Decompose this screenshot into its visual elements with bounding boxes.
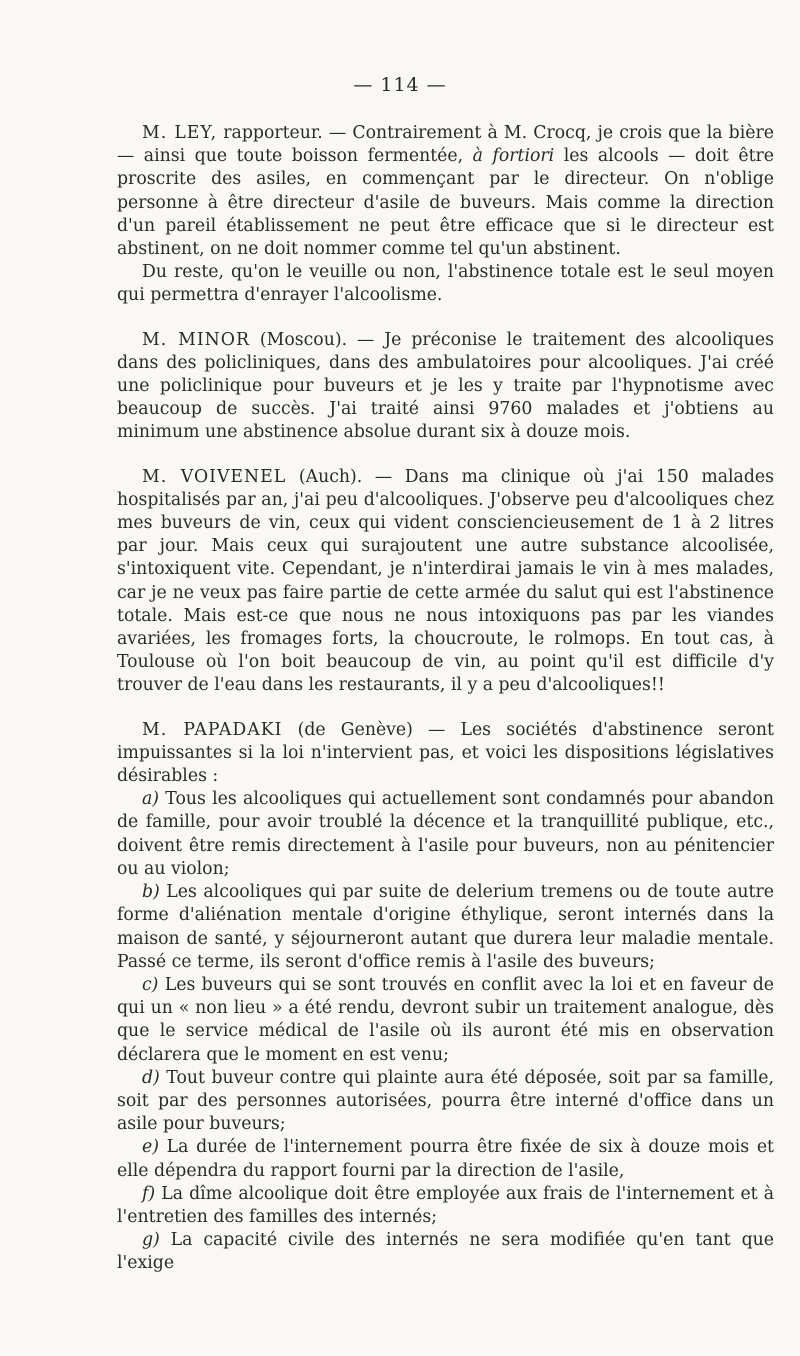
item-letter: d) (142, 1067, 160, 1088)
item-letter: g) (142, 1230, 160, 1251)
item-letter: c) (142, 974, 159, 995)
paragraph-text: (Auch). — Dans ma clinique où j'ai 150 malades hospitalisés par an, j'ai peu d'alcooliques. J'observe peu d'alcooliques chez mes buveurs de vin, ceux qui vident consciencieusement de 1 à 2 litres par jour. Mais ceux qui surajoutent une autre substance alcoolisée, s'intoxiquent vite. Cependant, je n'interdirai jamais le vin à mes malades, car je ne veux pas faire partie de cette armée du salut qui est l'abstinence totale. Mais est-ce que nous ne nous intoxiquons pas par les viandes avariées, les fromages forts, la choucroute, le rolmops. En tout cas, à Toulouse où l'on boit beaucoup de vin, au point qu'il est difficile d'y trouver de l'eau dans les restaurants, il y a peu d'alcooliques!! (117, 466, 775, 696)
emphasis-text: à fortiori (472, 146, 555, 167)
page-body (117, 122, 774, 1276)
speaker-name: M. VOIVENEL (142, 466, 287, 487)
paragraph-papadaki (117, 719, 774, 789)
item-text: Tous les alcooliques qui actuellement sont condamnés pour abandon de famille, pour avoir troublé la décence et la tranquillité publique, etc., doivent être remis directement à l'asile pour buveurs, non au pénitencier ou au violon; (117, 789, 774, 879)
speaker-name: M. MINOR (142, 329, 250, 350)
paragraph-ley-continued (117, 261, 774, 307)
list-item (117, 1183, 774, 1229)
list-item (117, 881, 774, 974)
paragraph-voivenel (117, 466, 774, 698)
paragraph-text: (Moscou). — Je préconise le traitement des alcooliques dans des policliniques, dans des ambulatoires pour alcooliques. J'ai créé une policlinique pour buveurs et je les y traite par l'hypnotisme avec beaucoup de succès. J'ai traité ainsi 9760 malades et j'obtiens au minimum une abstinence absolue durant six à douze mois. (117, 329, 774, 443)
paragraph-minor (117, 329, 774, 445)
speaker-name: M. LEY, (142, 123, 218, 143)
item-text: La dîme alcoolique doit être employée aux frais de l'internement et à l'entretien des familles des internés; (117, 1183, 774, 1227)
list-item (117, 974, 774, 1067)
paragraph-text: rapporteur. — Contrairement à M. Crocq, je crois que la bière — ainsi que toute boisson fermentée, (117, 123, 774, 167)
list-item (117, 1136, 774, 1182)
page-number: — 114 — (353, 74, 447, 96)
item-text: Les buveurs qui se sont trouvés en conflit avec la loi et en faveur de qui un « non lieu » a été rendu, devront subir un traitement analogue, dès que le service médical de l'asile où ils auront été mis en observation déclarera que le moment en est venu; (117, 974, 774, 1065)
paragraph-ley (117, 122, 774, 261)
paragraph-text: Du reste, qu'on le veuille ou non, l'abstinence totale est le seul moyen qui permettra d'enrayer l'alcoolisme. (117, 262, 774, 306)
item-letter: b) (142, 882, 160, 903)
paragraph-text: les alcools — doit être proscrite des asiles, en commençant par le directeur. On n'oblige personne à être directeur d'asile de buveurs. Mais comme la direction d'un pareil établissement ne peut être efficace que si le directeur est abstinent, on ne doit nommer comme tel qu'un abstinent. (117, 146, 775, 260)
item-text: Tout buveur contre qui plainte aura été déposée, soit par sa famille, soit par des personnes autorisées, pourra être interné d'office dans un asile pour buveurs; (117, 1067, 774, 1135)
list-item (117, 1067, 774, 1137)
item-letter: a) (142, 789, 160, 810)
item-text: La capacité civile des internés ne sera modifiée qu'en tant que l'exige (117, 1230, 774, 1274)
list-item (117, 1229, 774, 1275)
item-text: Les alcooliques qui par suite de delerium tremens ou de toute autre forme d'aliénation mentale d'origine éthylique, seront internés dans la maison de santé, y séjourneront autant que durera leur maladie mentale. Passé ce terme, ils seront d'office remis à l'asile des buveurs; (117, 882, 774, 972)
list-item (117, 788, 774, 881)
paragraph-text: (de Genève) — Les sociétés d'abstinence seront impuissantes si la loi n'intervient pas, et voici les dispositions législatives désirables : (117, 719, 774, 787)
speaker-name: M. PAPADAKI (142, 719, 283, 740)
item-letter: e) (142, 1137, 159, 1158)
item-text: La durée de l'internement pourra être fixée de six à douze mois et elle dépendra du rapport fourni par la direction de l'asile, (117, 1137, 774, 1181)
item-letter: f) (142, 1183, 156, 1204)
